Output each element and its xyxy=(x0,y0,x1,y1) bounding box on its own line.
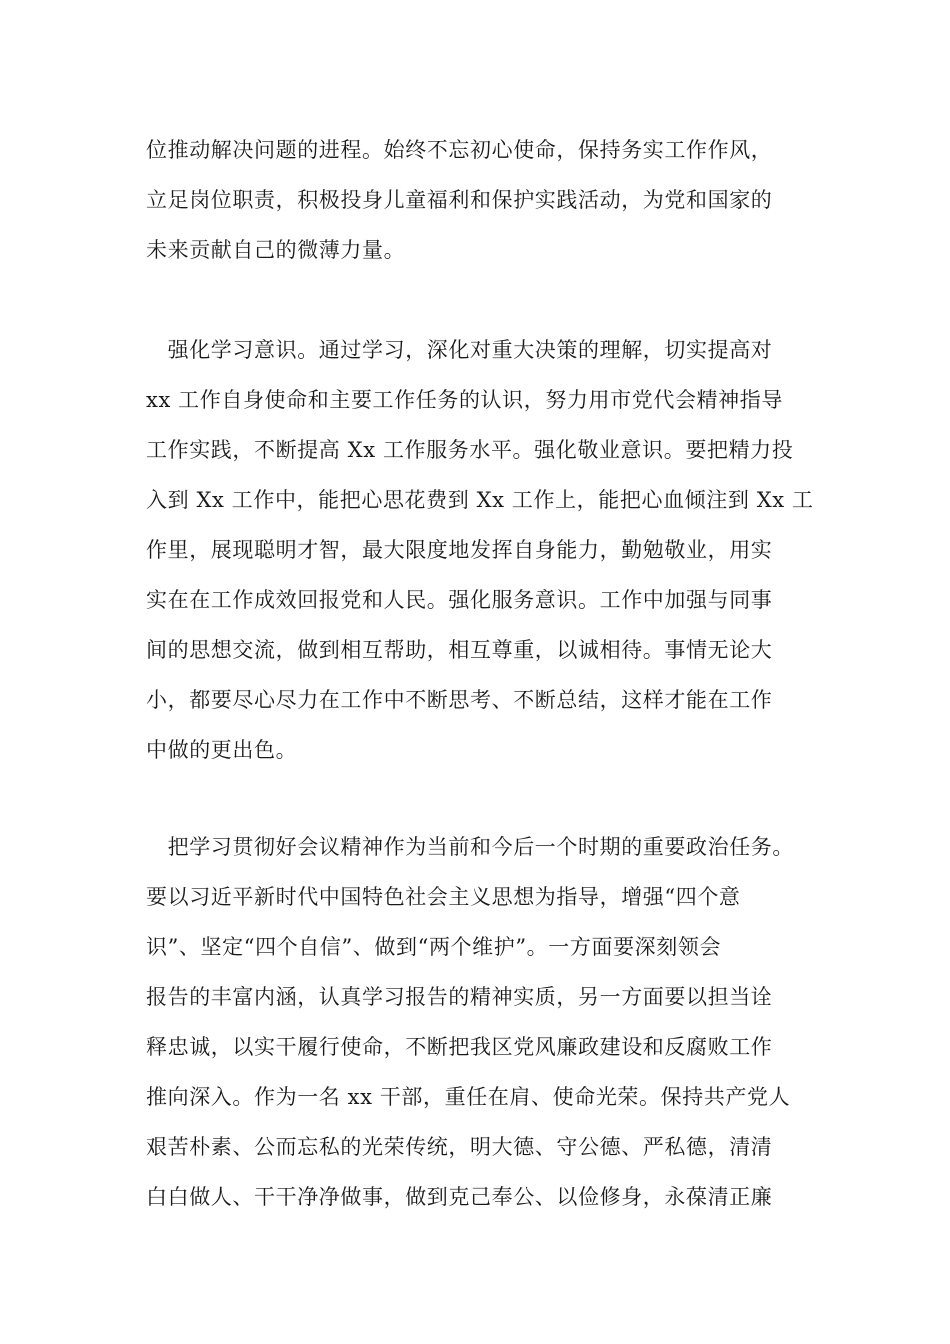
paragraph-2-line-4: 入到 Xx 工作中，能把心思花费到 Xx 工作上，能把心血倾注到 Xx 工 xyxy=(146,488,814,512)
paragraph-2-line-9: 中做的更出色。 xyxy=(146,738,298,762)
paragraph-3-line-3: 识”、坚定“四个自信”、做到“两个维护”。一方面要深刻领会 xyxy=(146,935,722,959)
paragraph-2-line-3: 工作实践，不断提高 Xx 工作服务水平。强化敬业意识。要把精力投 xyxy=(146,438,794,462)
paragraph-3-line-5: 释忠诚，以实干履行使命，不断把我区党风廉政建设和反腐败工作 xyxy=(146,1035,773,1059)
paragraph-1-line-2: 立足岗位职责，积极投身儿童福利和保护实践活动，为党和国家的 xyxy=(146,188,773,212)
paragraph-3-line-1: 把学习贯彻好会议精神作为当前和今后一个时期的重要政治任务。 xyxy=(146,835,794,859)
paragraph-2-line-7: 间的思想交流，做到相互帮助，相互尊重，以诚相待。事情无论大 xyxy=(146,638,773,662)
paragraph-1-line-1: 位推动解决问题的进程。始终不忘初心使命，保持务实工作作风， xyxy=(146,138,773,162)
paragraph-3-line-2: 要以习近平新时代中国特色社会主义思想为指导，增强“四个意 xyxy=(146,885,741,909)
paragraph-1-line-3: 未来贡献自己的微薄力量。 xyxy=(146,238,406,262)
paragraph-2-line-8: 小，都要尽心尽力在工作中不断思考、不断总结，这样才能在工作 xyxy=(146,688,773,712)
paragraph-3-line-4: 报告的丰富内涵，认真学习报告的精神实质，另一方面要以担当诠 xyxy=(146,985,773,1009)
paragraph-3-line-8: 白白做人、干干净净做事，做到克己奉公、以俭修身，永葆清正廉 xyxy=(146,1185,773,1209)
paragraph-2-line-1: 强化学习意识。通过学习，深化对重大决策的理解，切实提高对 xyxy=(146,338,773,362)
paragraph-3-line-7: 艰苦朴素、公而忘私的光荣传统，明大德、守公德、严私德，清清 xyxy=(146,1135,773,1159)
paragraph-2-line-2: xx 工作自身使命和主要工作任务的认识，努力用市党代会精神指导 xyxy=(146,388,783,412)
paragraph-2-line-5: 作里，展现聪明才智，最大限度地发挥自身能力，勤勉敬业，用实 xyxy=(146,538,773,562)
paragraph-3-line-6: 推向深入。作为一名 xx 干部，重任在肩、使命光荣。保持共产党人 xyxy=(146,1085,791,1109)
paragraph-2-line-6: 实在在工作成效回报党和人民。强化服务意识。工作中加强与同事 xyxy=(146,588,773,612)
